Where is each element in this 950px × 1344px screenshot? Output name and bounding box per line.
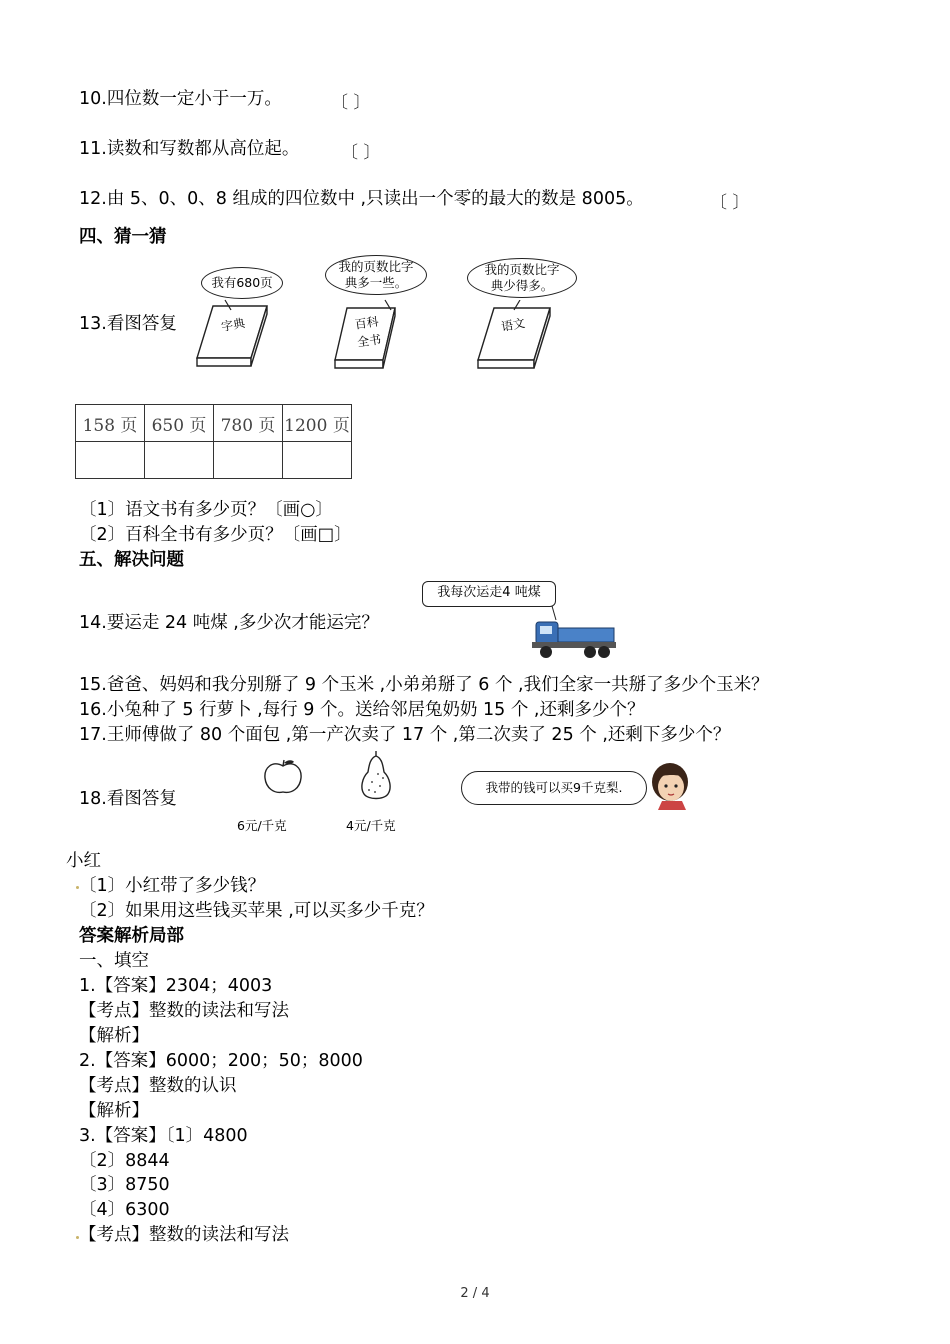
question-15: 15.爸爸、妈妈和我分别掰了 9 个玉米 ,小弟弟掰了 6 个 ,我们全家一共掰了多少个玉米？ bbox=[79, 675, 769, 695]
question-13-sub-2: 〔2〕百科全书有多少页？〔画□〕 bbox=[79, 525, 352, 545]
page-number: 2 / 4 bbox=[460, 1286, 490, 1301]
speech-bubble-encyclopedia bbox=[325, 255, 427, 295]
question-18-sub-2: 〔2〕如果用这些钱买苹果 ,可以买多少千克？ bbox=[79, 901, 434, 921]
dictionary-book-icon bbox=[195, 296, 275, 372]
speech-bubble-dictionary bbox=[201, 267, 283, 299]
speech-bubble-chinese-book bbox=[467, 258, 577, 298]
book-cover-chinese: 语文 bbox=[500, 316, 527, 334]
question-13-sub-1: 〔1〕语文书有多少页？〔画○〕 bbox=[79, 500, 333, 520]
answer-1: 1.【答案】2304；4003 bbox=[79, 976, 273, 996]
answers-part-1: 一、填空 bbox=[79, 951, 149, 971]
answer-2-analysis: 【解析】 bbox=[79, 1101, 149, 1121]
speech-text-chinese-book: 我的页数比字典少得多。 bbox=[484, 262, 560, 293]
answer-3: 3.【答案】〔1〕4800 bbox=[79, 1126, 248, 1146]
chinese-book-icon bbox=[476, 300, 556, 374]
answer-bracket-11[interactable]: 〔 〕 bbox=[341, 143, 381, 163]
table-answer-cell[interactable] bbox=[145, 442, 214, 479]
pear-icon bbox=[356, 750, 396, 802]
table-header-cell: 650 页 bbox=[145, 405, 214, 442]
answer-1-analysis: 【解析】 bbox=[79, 1026, 149, 1046]
answer-bracket-10[interactable]: 〔 〕 bbox=[331, 93, 371, 113]
table-answer-cell[interactable] bbox=[214, 442, 283, 479]
girl-avatar-icon bbox=[648, 760, 692, 810]
table-header-cell: 158 页 bbox=[76, 405, 145, 442]
speech-bubble-girl bbox=[461, 771, 647, 805]
pear-price: 4元/千克 bbox=[346, 818, 396, 833]
answer-2: 2.【答案】6000；200；50；8000 bbox=[79, 1051, 363, 1071]
page-count-table bbox=[75, 404, 352, 479]
question-11: 11.读数和写数都从高位起。 bbox=[79, 139, 300, 159]
question-13: 13.看图答复 bbox=[79, 314, 177, 334]
girl-name: 小红 bbox=[66, 851, 101, 871]
apple-price: 6元/千克 bbox=[237, 818, 287, 833]
question-10: 10.四位数一定小于一万。 bbox=[79, 89, 282, 109]
answer-3-part-2: 〔2〕8844 bbox=[79, 1151, 170, 1171]
section-5-title: 五、解决问题 bbox=[79, 550, 184, 570]
section-4-title: 四、猜一猜 bbox=[79, 227, 167, 247]
question-17: 17.王师傅做了 80 个面包 ,第一产次卖了 17 个 ,第二次卖了 25 个 ,还剩下多少个？ bbox=[79, 725, 731, 745]
question-18-sub-1: 〔1〕小红带了多少钱？ bbox=[79, 876, 266, 896]
truck-icon bbox=[528, 604, 618, 662]
answer-3-point: 【考点】整数的读法和写法 bbox=[79, 1225, 289, 1245]
question-18: 18.看图答复 bbox=[79, 789, 177, 809]
speech-text-girl: 我带的钱可以买9千克梨. bbox=[485, 780, 623, 795]
table-answer-cell[interactable] bbox=[283, 442, 352, 479]
answers-title: 答案解析局部 bbox=[79, 926, 184, 946]
question-14: 14.要运走 24 吨煤 ,多少次才能运完？ bbox=[79, 613, 379, 633]
question-12: 12.由 5、0、0、8 组成的四位数中 ,只读出一个零的最大的数是 8005。 bbox=[79, 189, 644, 209]
speech-text-dictionary: 我有680页 bbox=[211, 275, 273, 290]
table-header-cell: 1200 页 bbox=[283, 405, 352, 442]
table-answer-cell[interactable] bbox=[76, 442, 145, 479]
answer-3-part-4: 〔4〕6300 bbox=[79, 1200, 170, 1220]
apple-icon bbox=[262, 758, 304, 796]
answer-3-part-3: 〔3〕8750 bbox=[79, 1175, 170, 1195]
book-cover-dictionary: 字典 bbox=[220, 316, 247, 334]
book-cover-encyclopedia: 百科全书 bbox=[353, 314, 383, 350]
answer-1-point: 【考点】整数的读法和写法 bbox=[79, 1001, 289, 1021]
speech-text-encyclopedia: 我的页数比字典多一些。 bbox=[338, 259, 414, 290]
speech-text-truck: 我每次运走4 吨煤 bbox=[437, 585, 541, 600]
answer-bracket-12[interactable]: 〔 〕 bbox=[710, 193, 750, 213]
table-header-cell: 780 页 bbox=[214, 405, 283, 442]
question-16: 16.小兔种了 5 行萝卜 ,每行 9 个。送给邻居兔奶奶 15 个 ,还剩多少个？ bbox=[79, 700, 645, 720]
answer-2-point: 【考点】整数的认识 bbox=[79, 1076, 237, 1096]
